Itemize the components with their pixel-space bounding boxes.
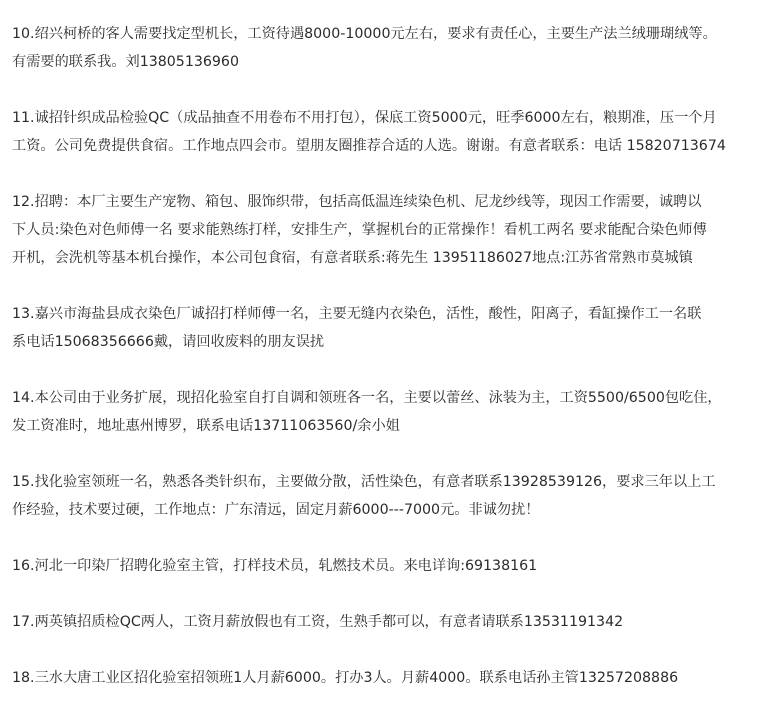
- listing-line: 工资。公司免费提供食宿。工作地点四会市。望朋友圈推荐合适的人选。谢谢。有意者联系：电话 15820713674: [12, 138, 726, 154]
- listing-18: [12, 664, 750, 692]
- listing-16: [12, 552, 750, 580]
- listing-line: 18.三水大唐工业区招化验室招领班1人月薪6000。打办3人。月薪4000。联系电话孙主管13257208886: [12, 670, 679, 686]
- listing-10: [12, 20, 750, 76]
- listing-15: [12, 468, 750, 524]
- listing-line: 15.找化验室领班一名，熟悉各类针织布，主要做分散，活性染色，有意者联系13928539126，要求三年以上工: [12, 474, 716, 490]
- listing-line: 下人员:染色对色师傅一名 要求能熟练打样，安排生产，掌握机台的正常操作！看机工两名 要求能配合染色师傅: [12, 222, 707, 238]
- listing-line: 12.招聘：本厂主要生产宠物、箱包、服饰织带，包括高低温连续染色机、尼龙纱线等，现因工作需要，诚聘以: [12, 194, 702, 210]
- listing-line: 有需要的联系我。刘13805136960: [12, 54, 239, 70]
- listing-line: 14.本公司由于业务扩展，现招化验室自打自调和领班各一名，主要以蕾丝、泳装为主，工资5500/6500包吃住，: [12, 390, 722, 406]
- listing-line: 系电话15068356666戴，请回收废料的朋友误扰: [12, 334, 325, 350]
- listing-line: 发工资准时，地址惠州博罗，联系电话13711063560/余小姐: [12, 418, 400, 434]
- listing-17: [12, 608, 750, 636]
- listing-12: [12, 188, 750, 272]
- listing-line: 10.绍兴柯桥的客人需要找定型机长，工资待遇8000-10000元左右，要求有责任心，主要生产法兰绒珊瑚绒等。: [12, 26, 717, 42]
- listing-line: 13.嘉兴市海盐县成衣染色厂诚招打样师傅一名，主要无缝内衣染色，活性，酸性，阳离子，看缸操作工一名联: [12, 306, 702, 322]
- listing-13: [12, 300, 750, 356]
- listing-line: 作经验，技术要过硬，工作地点：广东清远，固定月薪6000---7000元。非诚勿扰！: [12, 502, 540, 518]
- listing-line: 11.诚招针织成品检验QC（成品抽查不用卷布不用打包），保底工资5000元，旺季6000左右，粮期准，压一个月: [12, 110, 717, 126]
- listing-line: 16.河北一印染厂招聘化验室主管，打样技术员，轧燃技术员。来电详询:69138161: [12, 558, 538, 574]
- listing-11: [12, 104, 750, 160]
- listing-line: 开机，会洗机等基本机台操作，本公司包食宿，有意者联系:蒋先生 13951186027地点:江苏省常熟市莫城镇: [12, 250, 693, 266]
- listing-14: [12, 384, 750, 440]
- listing-line: 17.两英镇招质检QC两人，工资月薪放假也有工资，生熟手都可以，有意者请联系13531191342: [12, 614, 624, 630]
